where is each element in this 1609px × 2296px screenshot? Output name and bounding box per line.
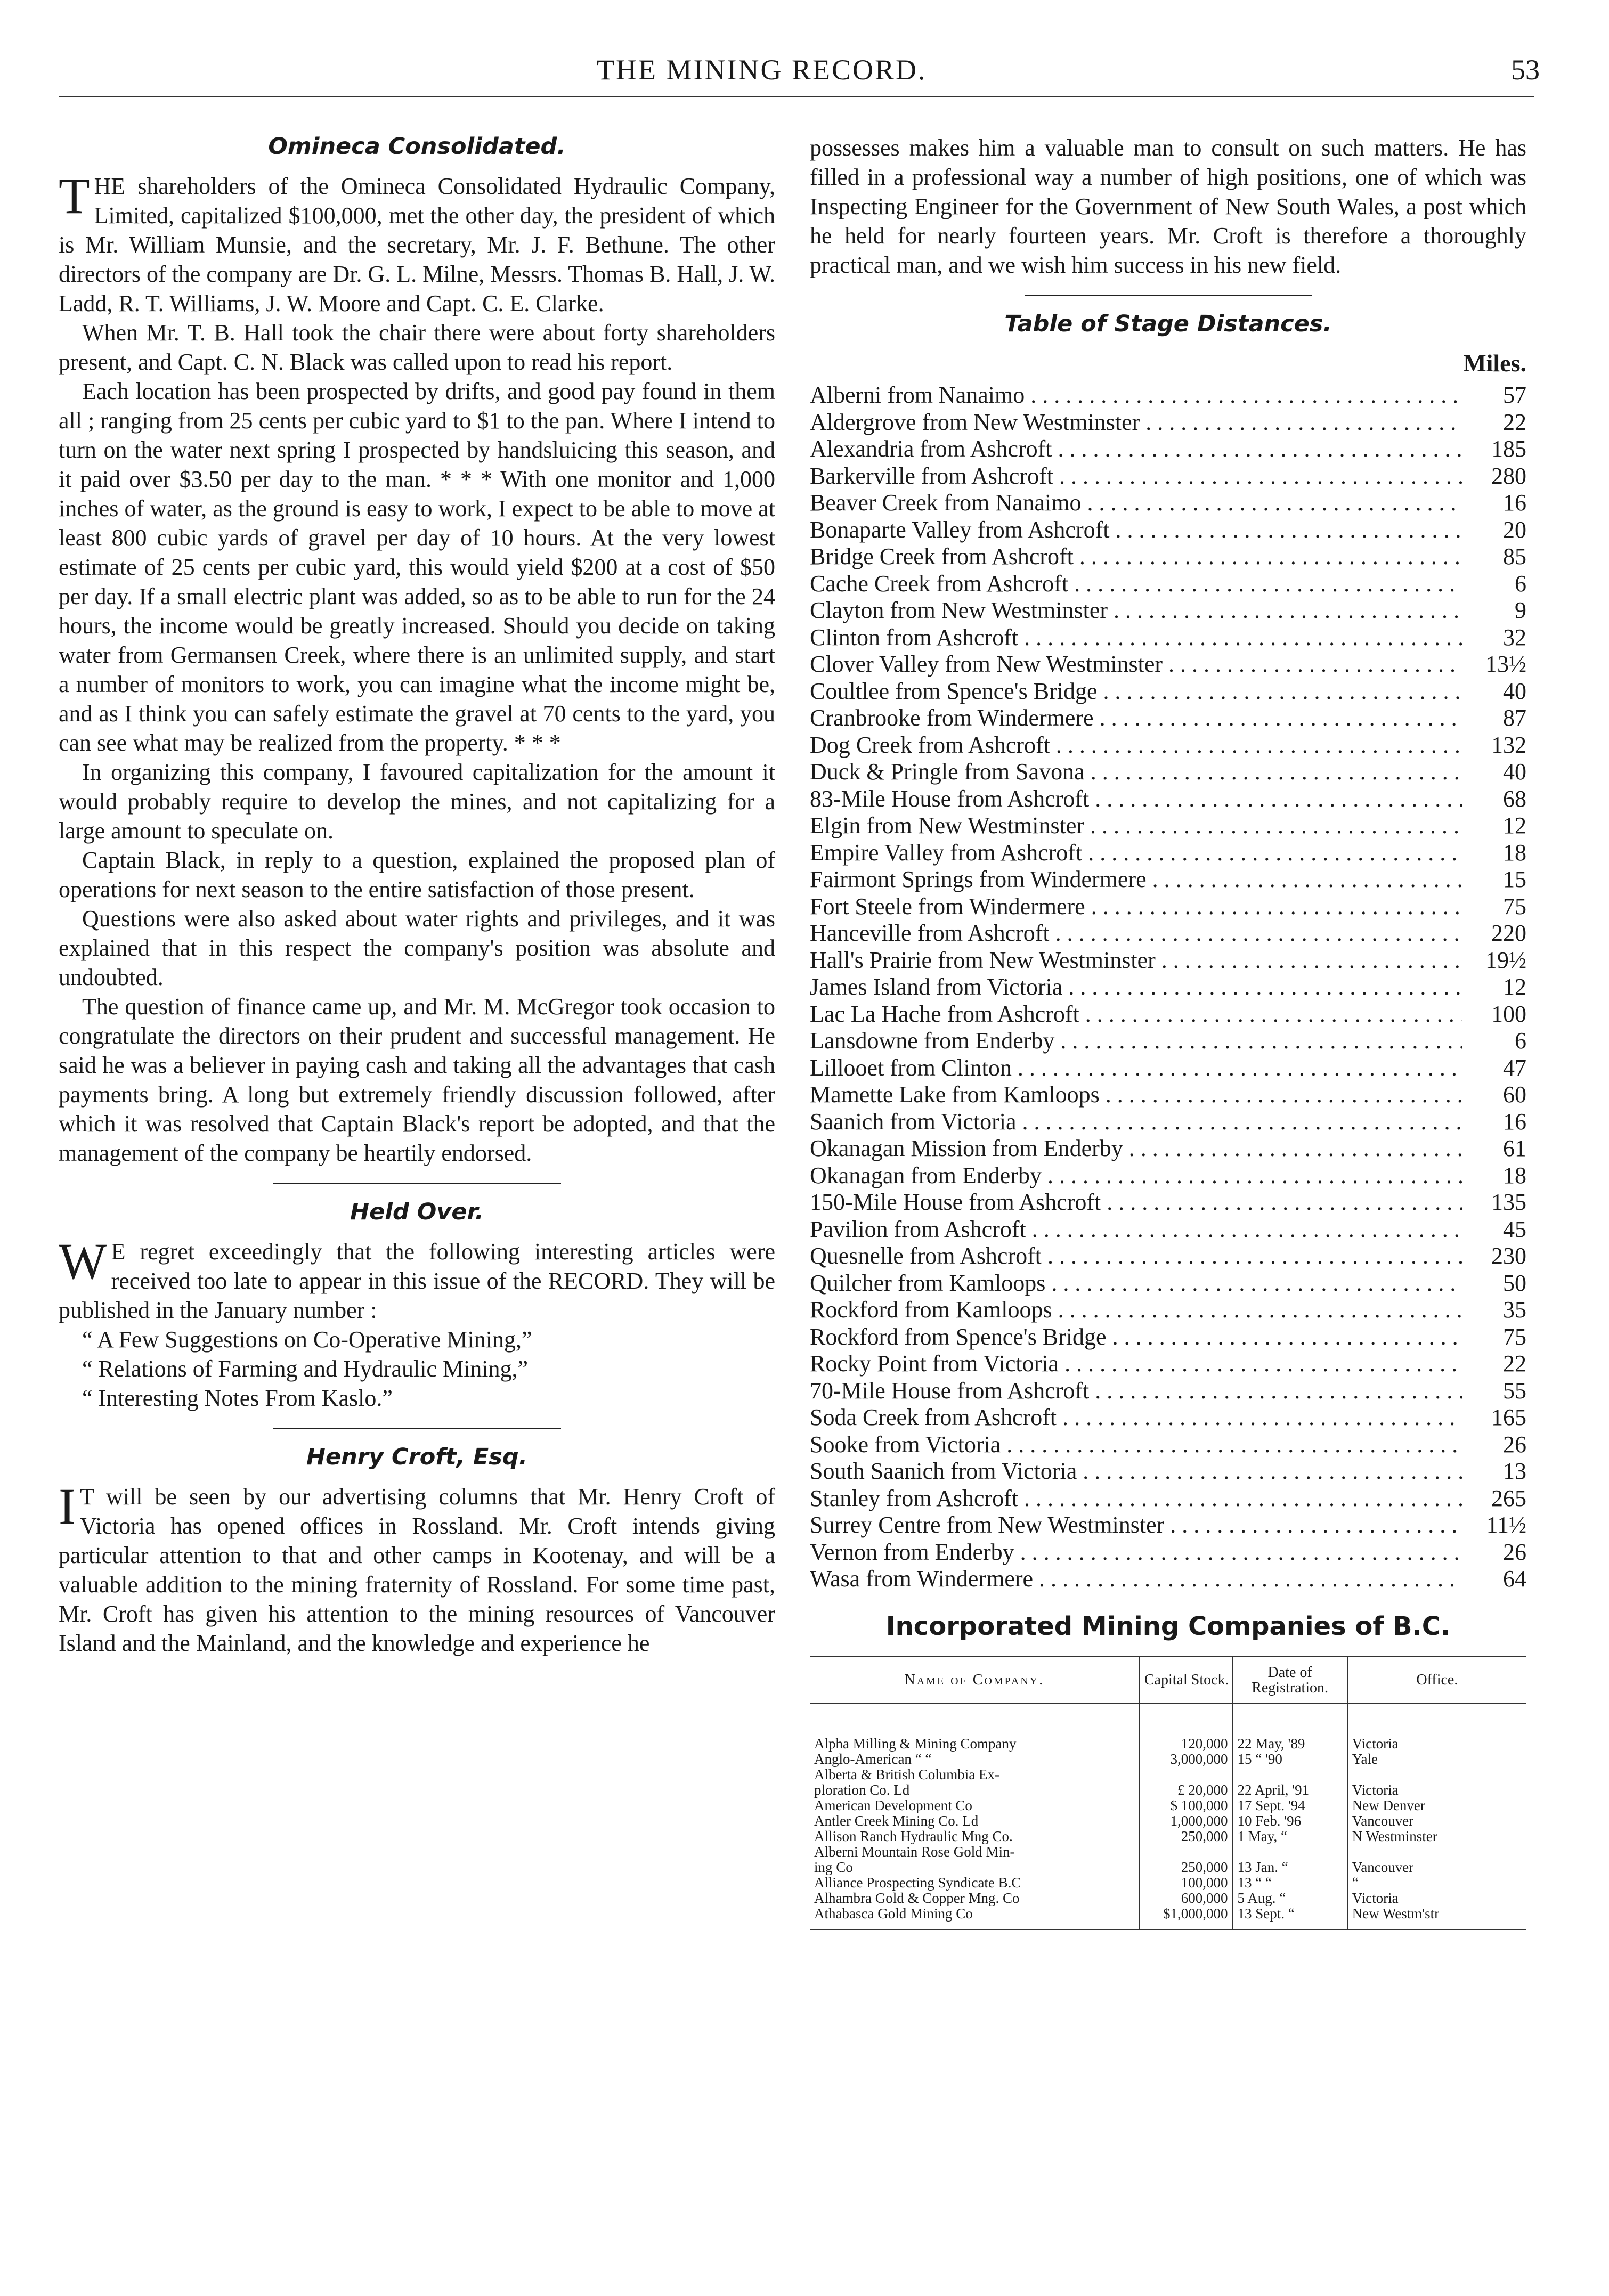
section-divider <box>1025 295 1312 296</box>
route-cell: Cache Creek from Ashcroft . . . <box>810 570 1462 597</box>
table-row <box>810 1054 1526 1081</box>
table-row <box>810 973 1526 1000</box>
article-held-over <box>59 1199 775 1413</box>
capital-cell: 250,000 <box>1140 1829 1233 1844</box>
company-name-cell: Athabasca Gold Mining Co <box>814 1905 973 1922</box>
table-row <box>810 1906 1526 1929</box>
route-cell: Bridge Creek from Ashcroft . . . <box>810 543 1462 570</box>
office-cell: N Westminster <box>1347 1829 1526 1844</box>
paragraph: The question of finance came up, and Mr. M. McGregor took occasion to congratulate the directors on their prudent and successful management. He said he was a believer in paying cash and taking all the advantages that cash payments bring. A long but extremely friendly discussion followed, after which it was resolved that Captain Black's report be adopted, and that the management of the company be heartily endorsed. <box>59 994 775 1166</box>
company-name-cell: ing Co <box>814 1859 853 1875</box>
table-row <box>810 1704 1526 1752</box>
table-row <box>810 1242 1526 1269</box>
miles-cell: 40 <box>1503 678 1526 704</box>
route-cell: Surrey Centre from New Westminster . . . <box>810 1511 1462 1538</box>
paragraph: possesses makes him a valuable man to consult on such matters. He has filled in a professional way a number of high positions, one of which was Inspecting Engineer for the Government of New South Wales, a post which he held for nearly fourteen years. Mr. Croft is therefore a thoroughly practical man, and we wish him success in his new field. <box>810 135 1526 278</box>
table-row <box>810 731 1526 759</box>
company-name-cell: Anglo-American “ “ <box>814 1751 932 1767</box>
article-list-item: “ A Few Suggestions on Co-Operative Mining,” <box>82 1326 532 1353</box>
route-cell: Hall's Prairie from New Westminster . . . <box>810 947 1462 974</box>
office-cell: Victoria <box>1347 1782 1526 1798</box>
stage-rows <box>810 381 1526 1592</box>
company-name-cell: Alberni Mountain Rose Gold Min- <box>814 1843 1015 1860</box>
date-cell: 15 “ '90 <box>1233 1752 1347 1767</box>
capital-cell: $ 100,000 <box>1140 1798 1233 1813</box>
route-cell: Empire Valley from Ashcroft . . . <box>810 839 1462 866</box>
miles-cell: 220 <box>1491 920 1526 946</box>
capital-cell: 1,000,000 <box>1140 1813 1233 1829</box>
table-row <box>810 516 1526 543</box>
route-cell: Clinton from Ashcroft . . . <box>810 624 1462 651</box>
capital-cell: $1,000,000 <box>1140 1906 1233 1929</box>
miles-cell: 22 <box>1503 1350 1526 1377</box>
miles-cell: 100 <box>1491 1000 1526 1027</box>
miles-cell: 230 <box>1491 1243 1526 1269</box>
company-name-cell: Alberta & British Columbia Ex- <box>814 1766 999 1782</box>
route-cell: Fairmont Springs from Windermere . . . <box>810 866 1462 893</box>
table-row <box>810 1000 1526 1028</box>
miles-cell: 22 <box>1503 409 1526 435</box>
date-cell: 10 Feb. '96 <box>1233 1813 1347 1829</box>
miles-cell: 45 <box>1503 1216 1526 1242</box>
incorporated-companies <box>810 1611 1526 1930</box>
table-row <box>810 1860 1526 1875</box>
miles-cell: 280 <box>1491 462 1526 489</box>
table-row <box>810 1350 1526 1377</box>
paragraph: WE regret exceedingly that the following interesting articles were received too late to appear in this issue of the RECORD. They will be published in the January number : <box>59 1233 775 1323</box>
table-row <box>810 1216 1526 1243</box>
table-row <box>810 1135 1526 1162</box>
capital-cell: £ 20,000 <box>1140 1782 1233 1798</box>
miles-cell: 13½ <box>1485 651 1526 677</box>
table-row <box>810 812 1526 839</box>
route-cell: Clover Valley from New Westminster . . . <box>810 650 1462 678</box>
miles-cell: 6 <box>1515 1028 1526 1054</box>
route-cell: Barkerville from Ashcroft . . . <box>810 462 1462 490</box>
miles-column-header: Miles. <box>1463 349 1526 377</box>
table-row <box>810 758 1526 785</box>
route-cell: Elgin from New Westminster . . . <box>810 812 1462 839</box>
route-cell: Cranbrooke from Windermere . . . <box>810 704 1462 731</box>
table-row <box>810 1511 1526 1538</box>
route-cell: Lansdowne from Enderby . . . <box>810 1027 1462 1054</box>
paragraph: In organizing this company, I favoured capitalization for the amount it would probably require to develop the mines, and not capitalizing for a large amount to speculate on. <box>59 759 775 844</box>
miles-cell: 9 <box>1515 597 1526 623</box>
right-column <box>810 133 1526 1930</box>
route-cell: 150-Mile House from Ashcroft . . . <box>810 1188 1462 1216</box>
route-cell: Alexandria from Ashcroft . . . <box>810 435 1462 462</box>
miles-cell: 16 <box>1503 490 1526 516</box>
route-cell: Quesnelle from Ashcroft . . . <box>810 1242 1462 1269</box>
table-row <box>810 704 1526 731</box>
table-row <box>810 893 1526 920</box>
route-cell: Beaver Creek from Nanaimo . . . <box>810 489 1462 516</box>
capital-cell: 3,000,000 <box>1140 1752 1233 1767</box>
paragraph: THE shareholders of the Omineca Consolidated Hydraulic Company, Limited, capitalized $100,000, met the other day, the president of which is Mr. William Munsie, and the secretary, Mr. J. F. Bethune. The other directors of the company are Dr. G. L. Milne, Messrs. Thomas B. Hall, J. W. Ladd, R. T. Williams, J. W. Moore and Capt. C. E. Clarke. <box>59 167 775 316</box>
article-title: Henry Croft, Esq. <box>306 1444 527 1470</box>
route-cell: Dog Creek from Ashcroft . . . <box>810 731 1462 759</box>
table-row <box>810 1162 1526 1189</box>
route-cell: Okanagan Mission from Enderby . . . <box>810 1135 1462 1162</box>
table-row <box>810 650 1526 678</box>
route-cell: South Saanich from Victoria . . . <box>810 1458 1462 1485</box>
miles-cell: 26 <box>1503 1538 1526 1565</box>
route-cell: Stanley from Ashcroft . . . <box>810 1485 1462 1512</box>
route-cell: 83-Mile House from Ashcroft . . . <box>810 785 1462 812</box>
table-row <box>810 1829 1526 1844</box>
miles-cell: 32 <box>1503 624 1526 650</box>
company-name-cell: Alhambra Gold & Copper Mng. Co <box>814 1890 1020 1906</box>
company-name-cell: Allison Ranch Hydraulic Mng Co. <box>814 1828 1013 1844</box>
miles-cell: 6 <box>1515 570 1526 597</box>
miles-cell: 135 <box>1491 1189 1526 1215</box>
miles-cell: 57 <box>1503 382 1526 408</box>
miles-cell: 18 <box>1503 839 1526 866</box>
miles-cell: 11½ <box>1486 1512 1526 1538</box>
route-cell: Pavilion from Ashcroft . . . <box>810 1216 1462 1243</box>
miles-cell: 68 <box>1503 785 1526 812</box>
table-title: Table of Stage Distances. <box>1004 311 1332 337</box>
miles-cell: 12 <box>1503 974 1526 1000</box>
table-row <box>810 1875 1526 1891</box>
stage-distances-table <box>810 311 1526 1592</box>
column-header-capital: Capital Stock. <box>1140 1657 1233 1704</box>
table-row <box>810 489 1526 516</box>
column-header-name: Name of Company. <box>810 1657 1140 1704</box>
table-row <box>810 866 1526 893</box>
miles-cell: 12 <box>1503 812 1526 838</box>
company-name-cell: American Development Co <box>814 1797 972 1813</box>
article-list-item: “ Interesting Notes From Kaslo.” <box>82 1385 393 1411</box>
office-cell: Vancouver <box>1347 1860 1526 1875</box>
section-divider <box>273 1428 561 1429</box>
miles-cell: 20 <box>1503 516 1526 543</box>
miles-cell: 13 <box>1503 1458 1526 1484</box>
date-cell <box>1233 1844 1347 1860</box>
office-cell: Yale <box>1347 1752 1526 1767</box>
capital-cell: 600,000 <box>1140 1891 1233 1906</box>
office-cell: New Denver <box>1347 1798 1526 1813</box>
route-cell: Aldergrove from New Westminster . . . <box>810 409 1462 436</box>
office-cell: Victoria <box>1347 1704 1526 1752</box>
capital-cell: 250,000 <box>1140 1860 1233 1875</box>
date-cell: 13 “ “ <box>1233 1875 1347 1891</box>
route-cell: Alberni from Nanaimo . . . <box>810 381 1462 409</box>
miles-cell: 61 <box>1503 1135 1526 1161</box>
table-row <box>810 1565 1526 1592</box>
miles-cell: 75 <box>1503 893 1526 919</box>
column-header-date: Date of Registration. <box>1233 1657 1347 1704</box>
table-row <box>810 785 1526 812</box>
page-header <box>0 53 1609 96</box>
capital-cell: 100,000 <box>1140 1875 1233 1891</box>
capital-cell: 120,000 <box>1140 1704 1233 1752</box>
table-row <box>810 1027 1526 1054</box>
table-row <box>810 1782 1526 1798</box>
route-cell: Bonaparte Valley from Ashcroft . . . <box>810 516 1462 543</box>
column-header-office: Office. <box>1347 1657 1526 1704</box>
table-header-row <box>810 1657 1526 1704</box>
left-column <box>59 133 775 1658</box>
capital-cell <box>1140 1767 1233 1782</box>
company-name-cell: Alpha Milling & Mining Company <box>814 1735 1017 1752</box>
paragraph: Questions were also asked about water rights and privileges, and it was explained that in this respect the company's position was absolute and undoubted. <box>59 906 775 990</box>
section-divider <box>273 1183 561 1184</box>
article-list-item: “ Relations of Farming and Hydraulic Mining,” <box>82 1356 529 1382</box>
article-title: Omineca Consolidated. <box>268 133 566 160</box>
route-cell: Quilcher from Kamloops . . . <box>810 1269 1462 1297</box>
company-name-cell: Antler Creek Mining Co. Ld <box>814 1812 979 1829</box>
capital-cell <box>1140 1844 1233 1860</box>
date-cell: 17 Sept. '94 <box>1233 1798 1347 1813</box>
table-row <box>810 1752 1526 1767</box>
route-cell: Lillooet from Clinton . . . <box>810 1054 1462 1081</box>
route-cell: Soda Creek from Ashcroft . . . <box>810 1404 1462 1431</box>
table-row <box>810 1891 1526 1906</box>
route-cell: Duck & Pringle from Savona . . . <box>810 758 1462 785</box>
table-row <box>810 1323 1526 1350</box>
route-cell: Mamette Lake from Kamloops . . . <box>810 1081 1462 1108</box>
table-row <box>810 1485 1526 1512</box>
miles-cell: 18 <box>1503 1162 1526 1188</box>
route-cell: Vernon from Enderby . . . <box>810 1538 1462 1566</box>
article-omineca-consolidated <box>59 133 775 1168</box>
date-cell <box>1233 1767 1347 1782</box>
route-cell: 70-Mile House from Ashcroft . . . <box>810 1377 1462 1404</box>
route-cell: Saanich from Victoria . . . <box>810 1108 1462 1135</box>
company-name-cell: Alliance Prospecting Syndicate B.C <box>814 1874 1021 1891</box>
miles-cell: 47 <box>1503 1054 1526 1081</box>
route-cell: Hanceville from Ashcroft . . . <box>810 919 1462 947</box>
miles-cell: 26 <box>1503 1431 1526 1458</box>
miles-cell: 35 <box>1503 1297 1526 1323</box>
route-cell: Okanagan from Enderby . . . <box>810 1162 1462 1189</box>
table-row <box>810 678 1526 705</box>
miles-cell: 40 <box>1503 759 1526 785</box>
route-cell: Coultlee from Spence's Bridge . . . <box>810 678 1462 705</box>
table-row <box>810 543 1526 570</box>
table-row <box>810 381 1526 409</box>
miles-cell: 16 <box>1503 1108 1526 1135</box>
table-row <box>810 1377 1526 1404</box>
miles-cell: 19½ <box>1485 947 1526 973</box>
date-cell: 5 Aug. “ <box>1233 1891 1347 1906</box>
office-cell: Victoria <box>1347 1891 1526 1906</box>
table-row <box>810 947 1526 974</box>
table-row <box>810 1798 1526 1813</box>
table-row <box>810 1296 1526 1323</box>
header-rule <box>59 96 1534 97</box>
date-cell: 13 Jan. “ <box>1233 1860 1347 1875</box>
table-row <box>810 462 1526 490</box>
miles-cell: 265 <box>1491 1485 1526 1511</box>
paragraph: When Mr. T. B. Hall took the chair there were about forty shareholders present, and Capt. C. N. Black was called upon to read his report. <box>59 320 775 375</box>
office-cell <box>1347 1844 1526 1860</box>
miles-cell: 132 <box>1491 731 1526 758</box>
table-row <box>810 1431 1526 1458</box>
table-row <box>810 1813 1526 1829</box>
paragraph: Captain Black, in reply to a question, explained the proposed plan of operations for next season to the entire satisfaction of those present. <box>59 847 775 902</box>
date-cell: 1 May, “ <box>1233 1829 1347 1844</box>
miles-cell: 185 <box>1491 436 1526 462</box>
table-row <box>810 1767 1526 1782</box>
miles-cell: 85 <box>1503 543 1526 569</box>
route-cell: Wasa from Windermere . . . <box>810 1565 1462 1592</box>
route-cell: Rockford from Kamloops . . . <box>810 1296 1462 1323</box>
route-cell: Lac La Hache from Ashcroft . . . <box>810 1000 1462 1028</box>
miles-cell: 87 <box>1503 705 1526 731</box>
article-henry-croft <box>59 1444 775 1658</box>
page-number: 53 <box>1511 54 1540 86</box>
route-cell: James Island from Victoria . . . <box>810 973 1462 1000</box>
miles-cell: 165 <box>1491 1404 1526 1430</box>
miles-cell: 55 <box>1503 1377 1526 1404</box>
office-cell: “ <box>1347 1875 1526 1891</box>
paragraph: Each location has been prospected by drifts, and good pay found in them all ; ranging from 25 cents per cubic yard to $1 to the pan. Where I intend to turn on the water next spring I prospected by handsluicing this season, and it paid over $3.50 per day to the man. * * * With one monitor and 1,000 inches of water, as the ground is easy to work, I expect to be able to move at least 800 cubic yards of gravel per day of 10 hours. At the very lowest estimate of 25 cents per cubic yard, this would yield $200 at a cost of $50 per day. If a small electric plant was added, so as to be able to run for the 24 hours, the income would be greatly increased. Should you decide on taking water from Germansen Creek, where there is an unlimited supply, and start a number of monitors to work, you can imagine what the income might be, and as I think you can safely estimate the gravel at 70 cents to the yard, you can see what may be realized from the property. * * * <box>59 378 775 756</box>
table-row <box>810 839 1526 866</box>
table-row <box>810 1188 1526 1216</box>
table-row <box>810 1269 1526 1297</box>
table-row <box>810 1538 1526 1566</box>
table-row <box>810 597 1526 624</box>
table-row <box>810 1081 1526 1108</box>
running-title: THE MINING RECORD. <box>597 54 927 86</box>
office-cell <box>1347 1767 1526 1782</box>
table-row <box>810 624 1526 651</box>
table-row <box>810 409 1526 436</box>
table-row <box>810 1844 1526 1860</box>
table-row <box>810 1458 1526 1485</box>
miles-cell: 15 <box>1503 866 1526 892</box>
article-title: Held Over. <box>350 1199 484 1225</box>
miles-cell: 50 <box>1503 1269 1526 1296</box>
route-cell: Fort Steele from Windermere . . . <box>810 893 1462 920</box>
route-cell: Rockford from Spence's Bridge . . . <box>810 1323 1462 1350</box>
miles-cell: 64 <box>1503 1566 1526 1592</box>
company-rows <box>810 1704 1526 1929</box>
route-cell: Clayton from New Westminster . . . <box>810 597 1462 624</box>
route-cell: Rocky Point from Victoria . . . <box>810 1350 1462 1377</box>
date-cell: 13 Sept. “ <box>1233 1906 1347 1929</box>
company-name-cell: ploration Co. Ld <box>814 1781 910 1798</box>
table-row <box>810 1404 1526 1431</box>
miles-cell: 75 <box>1503 1323 1526 1350</box>
route-cell: Sooke from Victoria . . . <box>810 1431 1462 1458</box>
table-row <box>810 570 1526 597</box>
office-cell: New Westm'str <box>1347 1906 1526 1929</box>
table-row <box>810 1108 1526 1135</box>
miles-cell: 60 <box>1503 1081 1526 1108</box>
date-cell: 22 April, '91 <box>1233 1782 1347 1798</box>
table-title: Incorporated Mining Companies of B.C. <box>885 1611 1451 1641</box>
companies-table <box>810 1656 1526 1930</box>
date-cell: 22 May, '89 <box>1233 1704 1347 1752</box>
table-row <box>810 919 1526 947</box>
table-row <box>810 435 1526 462</box>
paragraph: IT will be seen by our advertising columns that Mr. Henry Croft of Victoria has opened offices in Rossland. Mr. Croft intends giving particular attention to that and other camps in Kootenay, and will be a valuable addition to the mining fraternity of Rossland. For some time past, Mr. Croft has given his attention to the mining resources of Vancouver Island and the Mainland, and the knowledge and experience he <box>59 1478 775 1656</box>
office-cell: Vancouver <box>1347 1813 1526 1829</box>
